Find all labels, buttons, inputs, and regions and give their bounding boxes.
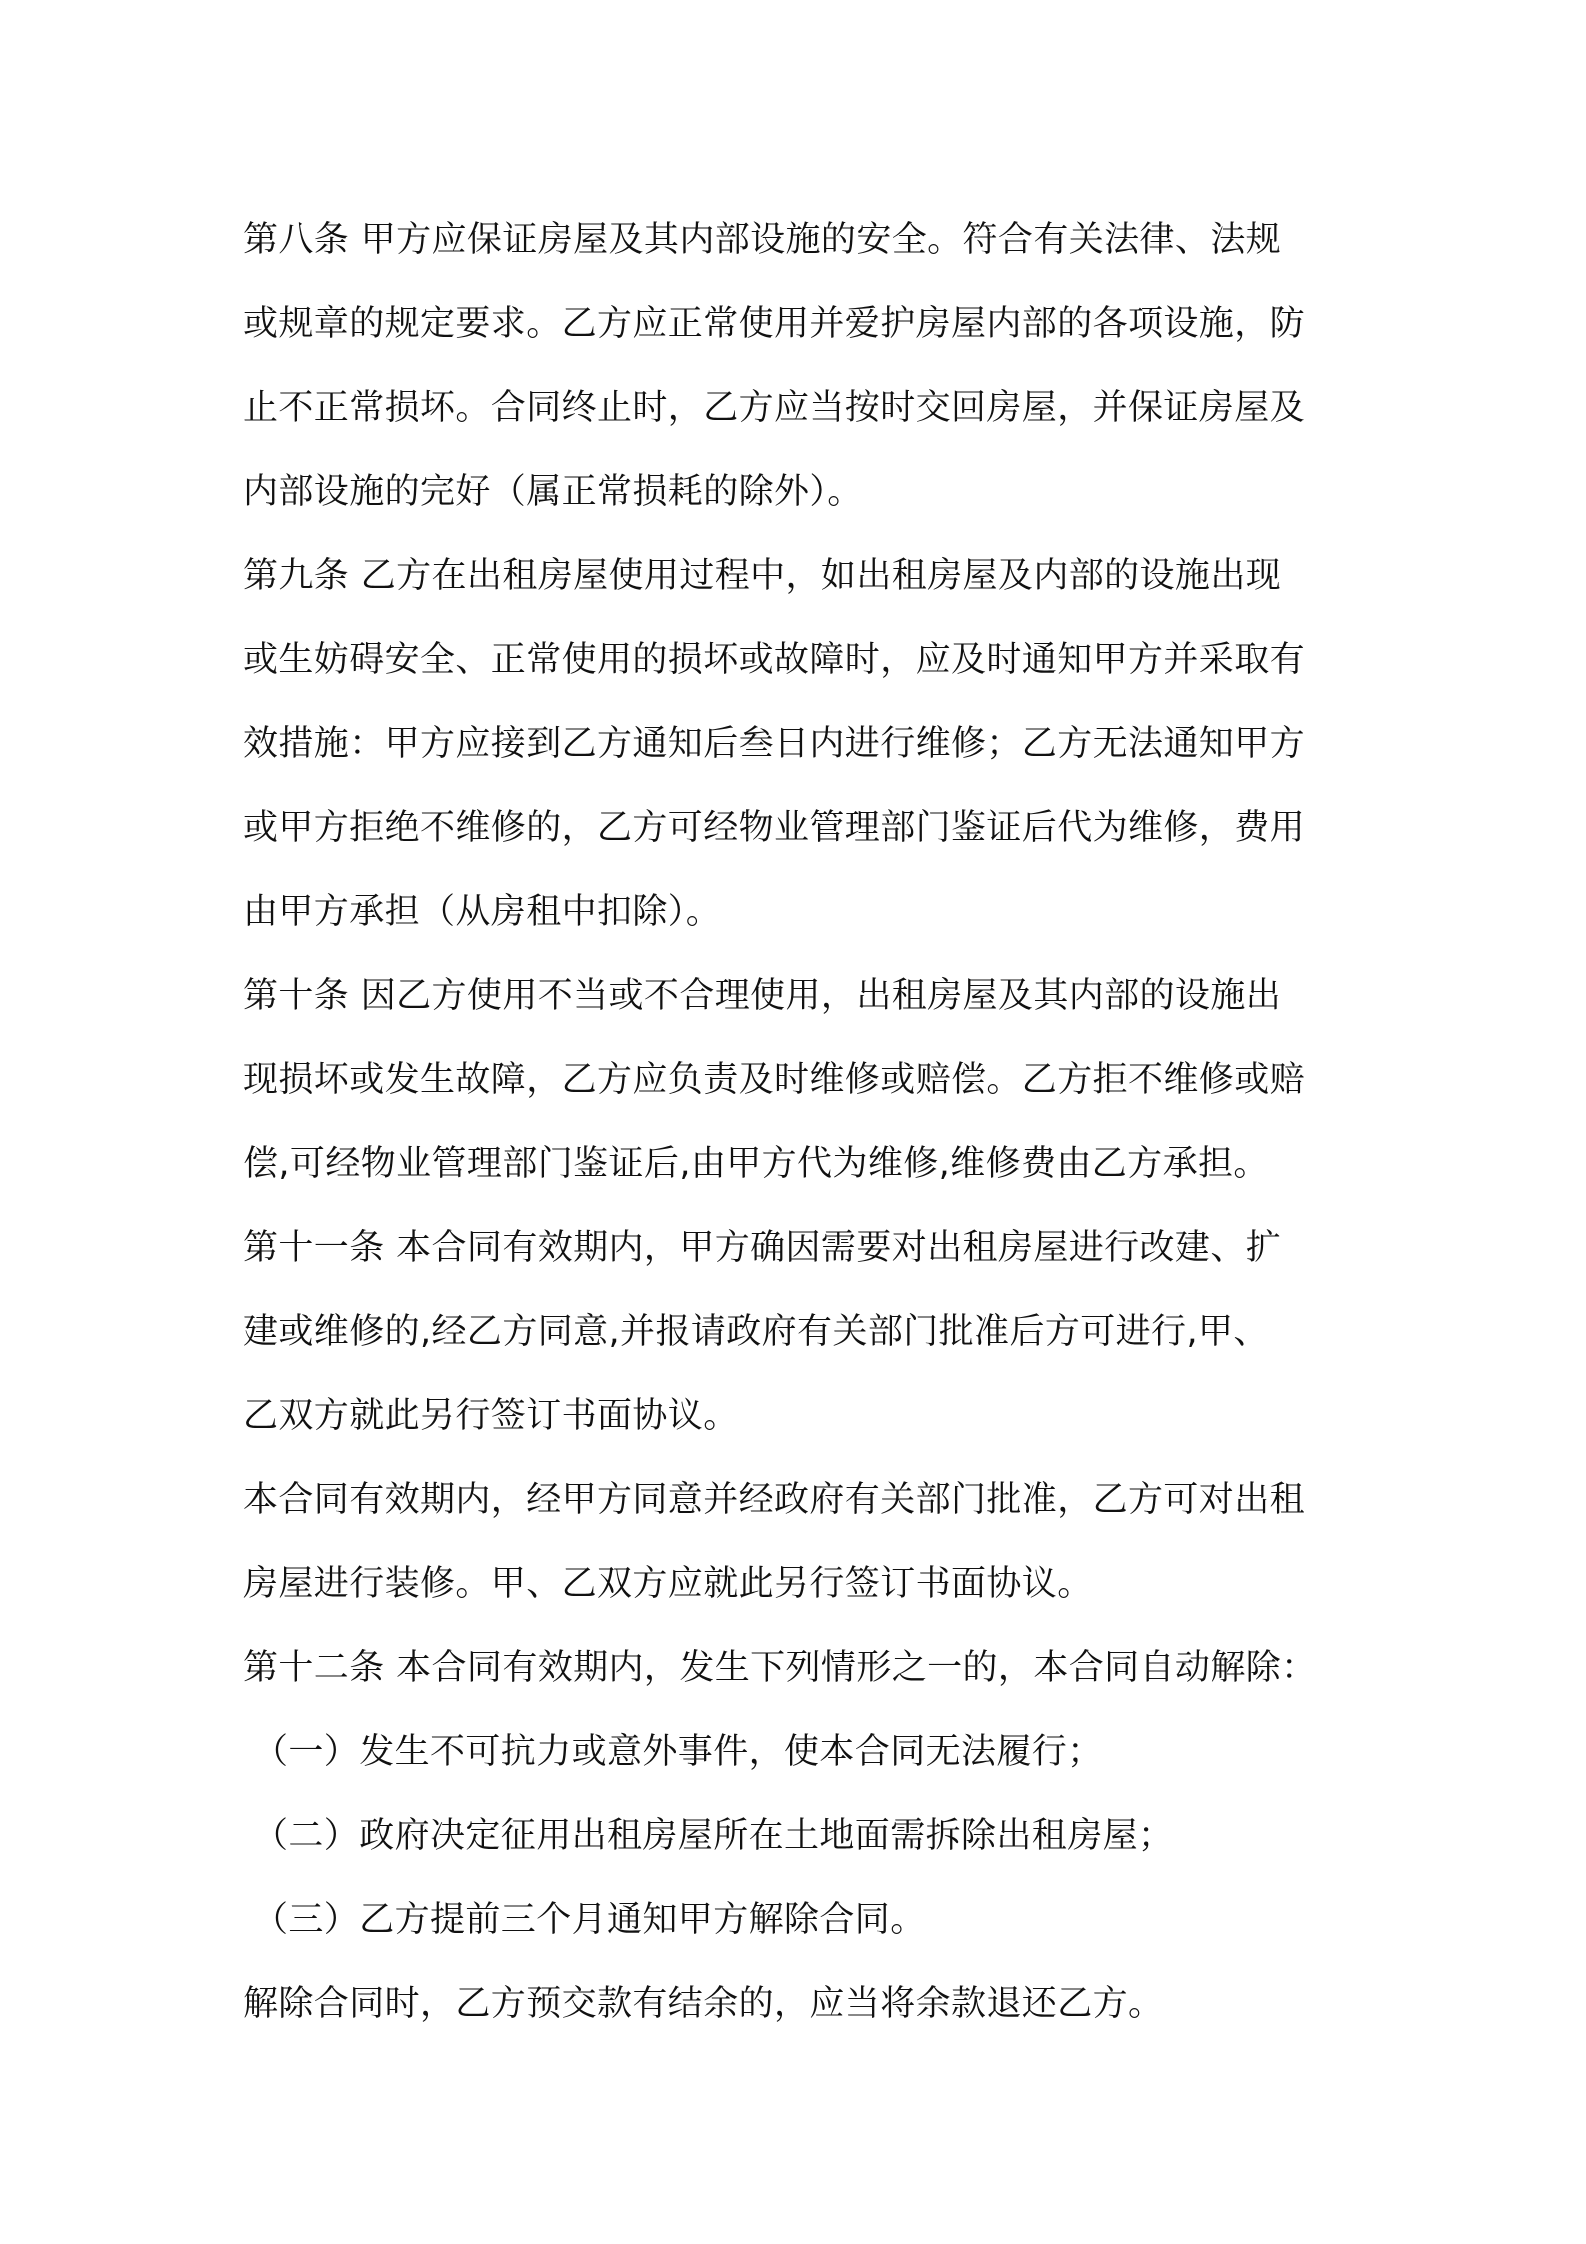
article-8-line-2: 或规章的规定要求。乙方应正常使用并爱护房屋内部的各项设施，防 xyxy=(243,304,1306,344)
article-9-line-5: 由甲方承担（从房租中扣除）。 xyxy=(243,892,722,932)
article-9-line-3: 效措施：甲方应接到乙方通知后叁日内进行维修；乙方无法通知甲方 xyxy=(243,724,1306,764)
article-12-item-3: （三）乙方提前三个月通知甲方解除合同。 xyxy=(253,1900,926,1940)
article-8-line-3: 止不正常损坏。合同终止时，乙方应当按时交回房屋，并保证房屋及 xyxy=(243,388,1306,428)
article-12-item-2: （二）政府决定征用出租房屋所在土地面需拆除出租房屋； xyxy=(253,1816,1174,1856)
article-12-item-1: （一）发生不可抗力或意外事件，使本合同无法履行； xyxy=(253,1732,1103,1772)
article-9-line-2: 或生妨碍安全、正常使用的损坏或故障时，应及时通知甲方并采取有 xyxy=(243,640,1306,680)
article-9-line-1: 第九条 乙方在出租房屋使用过程中，如出租房屋及内部的设施出现 xyxy=(243,556,1282,596)
article-11-line-3: 乙双方就此另行签订书面协议。 xyxy=(243,1396,739,1436)
article-8-line-1: 第八条 甲方应保证房屋及其内部设施的安全。符合有关法律、法规 xyxy=(243,220,1282,260)
article-9-line-4: 或甲方拒绝不维修的，乙方可经物业管理部门鉴证后代为维修，费用 xyxy=(243,808,1306,848)
article-11-line-1: 第十一条 本合同有效期内，甲方确因需要对出租房屋进行改建、扩 xyxy=(243,1228,1282,1268)
article-10-line-2: 现损坏或发生故障，乙方应负责及时维修或赔偿。乙方拒不维修或赔 xyxy=(243,1060,1306,1100)
article-10-line-3: 偿,可经物业管理部门鉴证后,由甲方代为维修,维修费由乙方承担。 xyxy=(243,1144,1269,1184)
renovation-clause-line-1: 本合同有效期内，经甲方同意并经政府有关部门批准，乙方可对出租 xyxy=(243,1480,1306,1520)
article-12-line-1: 第十二条 本合同有效期内，发生下列情形之一的，本合同自动解除： xyxy=(243,1648,1317,1688)
article-8-line-4: 内部设施的完好（属正常损耗的除外）。 xyxy=(243,472,863,512)
contract-body xyxy=(243,198,1363,2046)
article-11-line-2: 建或维修的,经乙方同意,并报请政府有关部门批准后方可进行,甲、 xyxy=(243,1312,1269,1352)
termination-refund-line: 解除合同时，乙方预交款有结余的，应当将余款退还乙方。 xyxy=(243,1984,1164,2024)
article-10-line-1: 第十条 因乙方使用不当或不合理使用，出租房屋及其内部的设施出 xyxy=(243,976,1282,1016)
renovation-clause-line-2: 房屋进行装修。甲、乙双方应就此另行签订书面协议。 xyxy=(243,1564,1093,1604)
